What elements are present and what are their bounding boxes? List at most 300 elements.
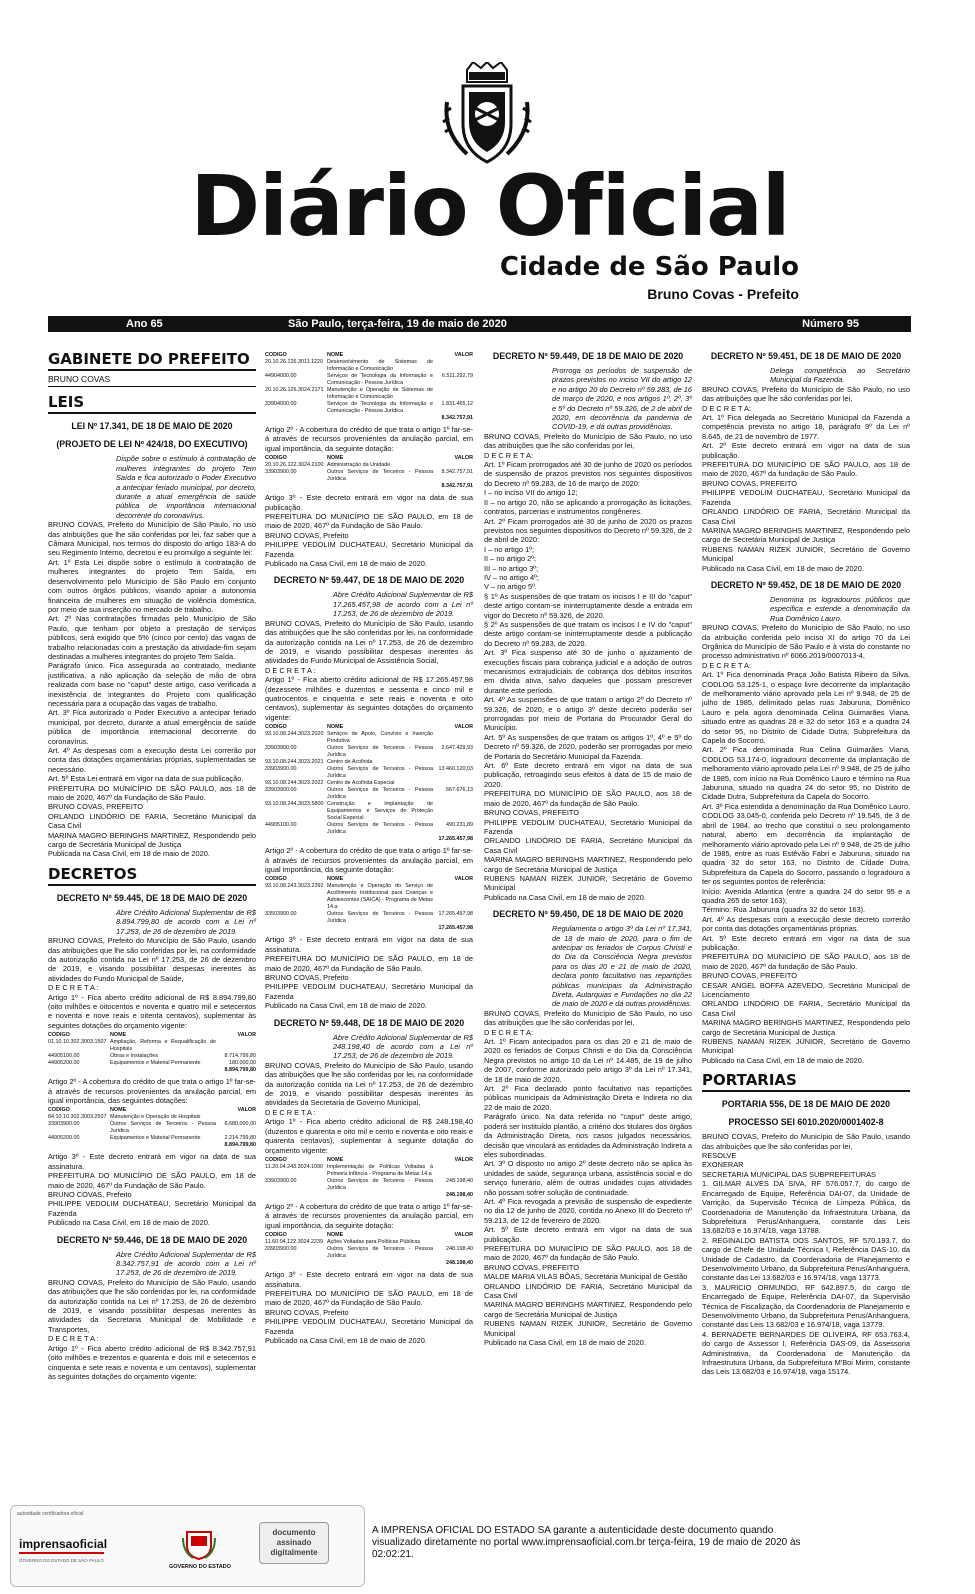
table-header-cell: VALOR	[237, 1107, 256, 1114]
paragraph: ORLANDO LINDÓRIO DE FARIA, Secretário Municipal da Casa Civil	[48, 811, 256, 831]
paragraph: BRUNO COVAS, Prefeito	[265, 530, 349, 540]
paragraph: Artigo 3º - Este decreto entrará em vigor na data de sua assinatura.	[48, 1152, 256, 1171]
table-row	[265, 469, 473, 483]
table-row	[265, 731, 473, 745]
decree-summary: Abre Crédito Adicional Suplementar de R$ 248.198,40 de acordo com a Lei nº 17.253, de 26 de dezembro de 2019.	[333, 1032, 473, 1061]
table-row	[265, 787, 473, 801]
table-cell: 17.265.457,98	[438, 911, 473, 918]
table-row	[265, 359, 473, 373]
table-header	[265, 455, 473, 462]
table-cell: Manutenção e Operação de Hospitais	[110, 1114, 201, 1121]
paragraph: CESAR ANGEL BOFFA AZEVEDO, Secretário Municipal de Licenciamento	[702, 980, 910, 999]
paragraph: II – no artigo 20, não se aplicando a prorrogação às licitações, contratos, parcerias e instrumentos congêneres.	[484, 497, 692, 517]
paragraph: II – no artigo 2º;	[484, 554, 537, 564]
decree-summary: Abre Crédito Adicional Suplementar de R$ 17.265.457,98 de acordo com a Lei nº 17.253, de 26 de dezembro de 2019.	[333, 590, 473, 619]
paragraph: I – no inciso VII do artigo 12;	[484, 488, 578, 498]
paragraph: III – no artigo 3º;	[484, 563, 539, 573]
table-row	[265, 401, 473, 415]
paragraph: ORLANDO LINDÓRIO DE FARIA, Secretário Municipal da Casa Civil	[702, 999, 910, 1018]
table-total: 8.342.757,91	[441, 415, 473, 421]
decree-summary: Prorroga os períodos de suspensão de prazos previstos no inciso VII do artigo 12 e no artigo 20 do Decreto nº 59.283, de 16 de março de 2020, e nos artigos 1º, 2º, 3º e 5º do Decreto nº 59.326, de 2 de abril de 2020, em decorrência da pandemia de COVID-19, e dá outras providências.	[552, 366, 692, 432]
paragraph: Art. 1º Esta Lei dispõe sobre o estímulo à contratação de mulheres integrantes do projeto Tem Saída, em desenvolvimento pelo Município de São Paulo em conjunto com outros órgãos públicos, visando apoiar a autonomia financeira de mulheres em situação de violência doméstica, por meio de sua inserção no mercado de trabalho.	[48, 557, 256, 614]
table-cell: 93.10.08.244.3023.2022	[265, 780, 324, 787]
paragraph: SECRETARIA MUNICIPAL DAS SUBPREFEITURAS	[702, 1169, 876, 1179]
decreta-label: D E C R E T A:	[484, 450, 534, 460]
paragraph: Publicado na Casa Civil, em 18 de maio de 2020.	[702, 563, 864, 573]
paragraph: Art. 5º As suspensões de que tratam os artigos 1º, 4º e 5º do Decreto nº 59.326, de 2020, poderão ser prorrogadas por meio de Portaria do Secretário Municipal da Fazenda.	[484, 732, 692, 761]
table-cell: Outros Serviços de Terceiros - Pessoa Jurídica	[327, 766, 433, 780]
paragraph: Publicado na Casa Civil, em 18 de maio de 2020.	[265, 1001, 427, 1011]
table-cell	[433, 387, 473, 401]
table-header-cell: NOME	[110, 1107, 127, 1114]
table-total: 8.894.799,80	[224, 1142, 256, 1149]
table-cell: Ações Voltadas para Políticas Públicas	[327, 1239, 421, 1246]
table-row	[265, 462, 473, 469]
paragraph: Artigo 1º - Fica aberto crédito adicional de R$ 248.198,40 (duzentos e quarenta e oito mil e cento e noventa e oito reais e quarenta centavos), suplementar à seguinte dotação do orçamento vigente:	[265, 1117, 473, 1155]
paragraph: Art. 3º Fica autorizado o Poder Executivo a antecipar feriado municipal, por decreto, durante a atual emergência de saúde pública de importância internacional decorrente do coronavírus.	[48, 708, 256, 746]
table-cell: Outros Serviços de Terceiros - Pessoa Jurídica	[327, 1177, 433, 1191]
paragraph: Art. 2º Fica declarado ponto facultativo nas repartições públicas municipais da Administração Direta e Indireta no dia 22 de maio de 2020.	[484, 1084, 692, 1112]
table-header-cell: NOME	[327, 455, 344, 462]
decree-title: DECRETO Nº 59.451, DE 18 DE MAIO DE 2020	[710, 351, 902, 361]
table-cell: 11.60.04.122.3024.2239	[265, 1239, 324, 1246]
table-row	[265, 1246, 473, 1260]
paragraph: RESOLVE	[702, 1151, 737, 1161]
table-cell: Serviços de Tecnologia da Informação e Comunicação - Pessoa Jurídica	[327, 373, 433, 386]
table-row	[265, 1164, 473, 1178]
table-total: 8.342.757,91	[441, 483, 473, 490]
decree-title: DECRETO Nº 59.450, DE 18 DE MAIO DE 2020	[492, 909, 684, 920]
paragraph: Art. 2º Este decreto entrará em vigor na data de sua publicação.	[702, 441, 910, 460]
paragraph: BRUNO COVAS, PREFEITO	[702, 478, 797, 488]
paragraph: PREFEITURA DO MUNICÍPIO DE SÃO PAULO, aos 18 de maio de 2020, 467º da fundação de São Paulo.	[702, 952, 910, 971]
paragraph: Publicado na Casa Civil, em 18 de maio de 2020.	[265, 559, 427, 569]
imprensa-logo: imprensaoficial	[19, 1537, 108, 1551]
table-header	[265, 1232, 473, 1239]
paragraph: Artigo 2º - A cobertura do crédito de que trata o artigo 1º far-se-á através de recursos provenientes da anulação parcial, em igual importância, da seguinte dotação:	[265, 425, 473, 453]
decree-summary: Delega competência ao Secretário Municipal da Fazenda.	[770, 366, 910, 385]
paragraph: BRUNO COVAS, Prefeito do Município de São Paulo, no uso das atribuições que lhe são conferidas por lei,	[484, 431, 692, 451]
lei-title: LEI Nº 17.341, DE 18 DE MAIO DE 2020	[71, 421, 233, 432]
paragraph: ORLANDO LINDÓRIO DE FARIA, Secretário Municipal da Casa Civil	[484, 836, 692, 855]
paragraph: PHILIPPE VEDOLIM DUCHATEAU, Secretário Municipal da Fazenda	[48, 1199, 256, 1218]
table-header-cell: NOME	[327, 724, 344, 731]
authenticity-notice: A IMPRENSA OFICIAL DO ESTADO SA garante a autenticidade deste documento quando visualizado diretamente no portal www.imprensaoficial.com.br terça-feira, 19 de maio de 2020 às 02:02:21.	[372, 1525, 801, 1560]
paragraph: Art. 3º Fica estendida a denominação da Rua Domênico Lauro, CODLOG 33.045-0, conferida pelo Decreto nº 19.545, de 3 de abril de 1984, ao trecho que constituí o seu prolongamento natural, aberto em decorrência da implantação de melhoramento viário aprovado pela Lei nº 9.948, de 25 de julho de 1985, entre as ruas Estêvão Fabri e Jaburuna, situado na quadra 32 do setor 163, no Distrito de Cidade Dutra, Subprefeitura da Capela do Socorro, passando o logradouro a ter os seguintes pontos de referência:	[702, 801, 910, 887]
table-cell	[433, 883, 473, 911]
budget-table	[265, 1157, 473, 1199]
decreta-label: D E C R E T A :	[48, 983, 99, 993]
paragraph: PREFEITURA DO MUNICÍPIO DE SÃO PAULO, em 18 de maio de 2020, 467º da Fundação de São Paulo.	[265, 954, 473, 973]
table-cell: Desenvolvimento de Sistemas de Informação e Comunicação	[327, 359, 433, 372]
table-cell: 33903900.00	[265, 745, 297, 752]
paragraph: Parágrafo único. Na data referida no "caput" deste artigo, poderá ser instituído plantão, a critério dos titulares dos órgãos da Administração Direta, nos casos julgados necessários, decisão que vinculará as entidades da Administração Indireta a eles subordinadas.	[484, 1112, 692, 1159]
paragraph: Art. 1º Fica denominada Praça João Batista Ribeiro da Silva, CODLOG 53.125-1, o espaço livre decorrente da implantação de melhoramento viário aprovado pela Lei nº 9.948, de 25 de julho de 1985, delimitado pelas ruas Jaburuna, Domênico Lauro e pela agora denominada Celina Guimarães Viana, situado entre as quadras 28 e 32 do setor 163 e a quadra 24 do setor 95, no Distrito de Cidade Dutra, Subprefeitura da Capela do Socorro.	[702, 670, 910, 746]
table-cell: 13.460.120,03	[438, 766, 473, 773]
issue-banner	[48, 316, 911, 332]
paragraph: Art. 4º As despesas com a execução desta Lei correrão por conta das dotações orçamentárias próprias, suplementadas se necessário.	[48, 746, 256, 774]
table-header	[48, 1032, 256, 1039]
paragraph: Artigo 3º - Este decreto entrará em vigor na data de sua publicação.	[265, 493, 473, 512]
table-cell: 8.342.757,91	[441, 469, 473, 476]
paragraph: BRUNO COVAS, Prefeito do Município de São Paulo, no uso da atribuição conferida pelo inciso XI do artigo 70 da Lei Orgânica do Município de São Paulo e à vista do constante no processo administrativo nº 6066.2019/0007013-4,	[702, 623, 910, 661]
table-cell: 33503900.00	[265, 911, 297, 918]
portaria-title: PORTARIA 556, DE 18 DE MAIO DE 2020	[721, 1099, 891, 1110]
table-total: 17.265.457,98	[438, 836, 473, 843]
table-header-cell: VALOR	[454, 1156, 473, 1163]
paragraph: PREFEITURA DO MUNICÍPIO DE SÃO PAULO, aos 18 de maio de 2020, 467º da fundação de São Paulo.	[484, 1243, 692, 1263]
digital-signature-stamp: documento assinado digitalmente	[259, 1522, 329, 1564]
table-cell: 93.10.08.244.3023.2020	[265, 731, 324, 738]
paragraph: Publicado na Casa Civil, em 18 de maio de 2020.	[484, 1338, 646, 1348]
table-cell	[433, 801, 473, 822]
paragraph: BRUNO COVAS, Prefeito	[265, 1307, 349, 1317]
paragraph: Art. 2º Nas contratações firmadas pelo Município de São Paulo, que tenham por objeto a prestação de serviços públicos, será exigido que 5% (cinco por cento) das vagas de trabalho relacionadas com a prestação da atividade-fim sejam destinadas a mulheres integrantes do projeto Tem Saída.	[48, 614, 256, 661]
decree-title: DECRETO Nº 59.447, DE 18 DE MAIO DE 2020	[273, 575, 465, 586]
paragraph: 2. REGINALDO BATISTA DOS SANTOS, RF 570.193.7, do cargo de Chefe de Unidade Técnica I, Referência DAS-10, da Unidade de Cadastro, da Coordenadoria de Planejamento e Desenvolvimento Urbano, da Subprefeitura Perus/Anhanguera, constante das Lei 13.682/03 e 16.974/18, vaga 13773.	[702, 1235, 910, 1283]
table-cell: 44905100.00	[48, 1053, 80, 1060]
paragraph: Artigo 3º - Este decreto entrará em vigor na data de sua assinatura.	[265, 1270, 473, 1289]
paragraph: BRUNO COVAS, PREFEITO	[484, 808, 579, 818]
lei-summary: Dispõe sobre o estímulo à contratação de mulheres integrantes do projeto Tem Saída e fica autorizado o Poder Executivo a antecipar feriado municipal, por decreto, durante a atual emergência de saúde pública de importância internacional decorrente do coronavírus.	[116, 454, 256, 520]
table-row	[265, 373, 473, 387]
issue-date: São Paulo, terça-feira, 19 de maio de 2020	[288, 318, 507, 330]
state-government-label: GOVERNO DO ESTADO	[169, 1564, 231, 1570]
paragraph: BRUNO COVAS, Prefeito	[265, 973, 349, 982]
decreta-label: D E C R E T A:	[484, 1027, 534, 1037]
masthead	[0, 0, 975, 312]
table-header-cell: NOME	[327, 352, 344, 358]
paragraph: MALDE MARIA VILAS BÔAS, Secretária Municipal de Gestão	[484, 1272, 688, 1282]
paragraph: PREFEITURA DO MUNICÍPIO DE SÃO PAULO, em 18 de maio de 2020, 467º da Fundação de São Paulo.	[265, 1288, 473, 1308]
issue-year: Ano 65	[126, 318, 163, 330]
table-cell: Outros Serviços de Terceiros - Pessoa Jurídica	[327, 911, 433, 925]
certification-box	[10, 1505, 365, 1587]
table-cell: 44905200.00	[48, 1135, 80, 1142]
paragraph: ORLANDO LINDÓRIO DE FARIA, Secretário Municipal da Casa Civil	[484, 1281, 692, 1300]
paragraph: PHILIPPE VEDOLIM DUCHATEAU, Secretário Municipal da Fazenda	[702, 488, 910, 507]
table-header-cell: NOME	[327, 876, 344, 883]
decreta-label: D E C R E T A:	[702, 403, 752, 413]
table-cell: 33904000.00	[265, 401, 297, 407]
table-cell: 490.231,89	[446, 822, 473, 829]
table-header	[265, 724, 473, 731]
paragraph: Art. 6º Este decreto entrará em vigor na data de sua publicação, retroagindo seus efeitos à data de 15 de maio de 2020.	[484, 761, 692, 789]
column-3	[484, 350, 692, 1347]
decreta-label: D E C R E T A :	[265, 1107, 316, 1117]
table-cell	[216, 1039, 256, 1053]
newspaper-title: Diário Oficial	[190, 157, 790, 255]
paragraph: 1. GILMAR ALVES DA SIVA, RF 576.057.7, do cargo de Encarregado de Equipe, Referência DAI-07, da Unidade de Varrição, da Supervisão Técnica de Limpeza Pública, da Coordenadoria de Manutenção da Infraestrutura Urbana, da Subprefeitura Perus/Anhanguera, constante das Leis 13.682/03 e 16.974/18, vaga 13788.	[702, 1179, 910, 1236]
decreta-label: D E C R E T A :	[265, 665, 316, 675]
table-header-cell: CODIGO	[265, 876, 287, 883]
table-row	[265, 766, 473, 780]
paragraph: BRUNO COVAS, Prefeito do Município de São Paulo, no uso das atribuições que lhe são conferidas por lei, faz saber que a Câmara Municipal, nos termos do disposto do artigo 183-A do seu Regimento Interno, decretou e eu promulgo a seguinte lei:	[48, 520, 256, 558]
paragraph: PREFEITURA DO MUNICÍPIO DE SÃO PAULO, aos 18 de maio de 2020, 467º da fundação de São Paulo.	[484, 789, 692, 808]
table-row	[48, 1053, 256, 1060]
table-row	[48, 1060, 256, 1067]
decree-title: DECRETO Nº 59.448, DE 18 DE MAIO DE 2020	[273, 1017, 465, 1028]
paragraph: Art. 1º Ficam prorrogados até 30 de junho de 2020 os períodos de suspensão de prazos previstos nos seguintes dispositivos do Decreto nº 59.283, de 16 de março de 2020:	[484, 460, 692, 488]
paragraph: RUBENS NAMAN RIZEK JUNIOR, Secretário de Governo Municipal	[702, 544, 910, 564]
column-2	[265, 350, 473, 1345]
table-header-cell: VALOR	[237, 1032, 256, 1039]
table-cell	[433, 759, 473, 766]
table-header-cell: VALOR	[454, 455, 473, 462]
paragraph: Art. 1º Ficam antecipados para os dias 20 e 21 de maio de 2020 os feriados de Corpus Christi e do Dia da Consciência Negra previstos no artigo 10 da Lei nº 14.485, de 19 de julho de 2007, conforme autorizado pelo artigo 3º da Lei nº 17.341, de 18 de maio de 2020.	[484, 1037, 692, 1084]
footer	[10, 1505, 965, 1587]
paragraph: Artigo 2º - A cobertura do crédito de que trata o artigo 1º far-se-á através de recursos provenientes da anulação parcial, em igual importância, da seguinte dotação:	[265, 846, 473, 874]
paragraph: Art. 5º Este decreto entrará em vigor na data de sua publicação.	[702, 933, 910, 952]
table-row	[265, 801, 473, 822]
table-cell: Equipamentos e Material Permanente	[110, 1135, 201, 1142]
paragraph: MARINA MAGRO BERINGHS MARTINEZ, Respondendo pelo cargo de Secretária Municipal de Justiça	[484, 1300, 692, 1319]
paragraph: Art. 2º Fica denominada Rua Celina Guimarães Viana, CODLOG 53.174-0, logradouro decorrente da implantação de melhoramento viário aprovado pela Lei nº 9.948, de 25 de julho de 1985, com início na Rua Domênico Lauro e término na Rua Jaburuna, situado na quadra 24 do setor 95, no Distrito de Cidade Dutra, Subprefeitura da Capela do Socorro.	[702, 745, 910, 802]
table-cell: 84.10.10.302.3003.2507	[48, 1114, 107, 1121]
paragraph: Art. 1º Fica delegada ao Secretário Municipal da Fazenda a competência prevista no artigo 18, parágrafo 9º da Lei nº 8.645, de 21 de novembro de 1977.	[702, 413, 910, 441]
decree-title: DECRETO Nº 59.445, DE 18 DE MAIO DE 2020	[56, 892, 248, 903]
budget-table	[48, 1032, 256, 1074]
decree-summary: Abre Crédito Adicional Suplementar de R$ 8.894.799,80 de acordo com a Lei nº 17.253, de 26 de dezembro de 2019.	[116, 907, 256, 936]
table-cell: Implementação de Políticas Voltadas à Primeira Infância - Programa de Metas 14.a	[327, 1163, 433, 1177]
table-cell: 93.10.08.243.3023.2392	[265, 883, 324, 890]
table-cell: 33903900.00	[265, 1246, 297, 1253]
paragraph: V – no artigo 5º.	[484, 582, 537, 592]
paragraph: Término: Rua Jaburuna (quadra 32 do setor 163).	[702, 905, 866, 915]
table-cell: Centro de Acolhida	[327, 759, 373, 766]
logo-bar	[19, 1552, 104, 1554]
table-cell: Ampliação, Reforma e Requalificação de Hospitais	[110, 1039, 216, 1053]
table-cell: 44904000.00	[265, 373, 297, 379]
table-cell: 6.680.000,00	[224, 1121, 256, 1128]
table-cell: 44905200.00	[48, 1060, 80, 1067]
table-row	[265, 911, 473, 925]
table-header	[265, 352, 473, 359]
paragraph: Art. 3º O disposto no artigo 2º deste decreto não se aplica às unidades de saúde, segurança urbana, assistência social e do serviço funerário, além de outras unidades cujas atividades não possam sofrer solução de continuidade.	[484, 1159, 692, 1197]
table-header	[265, 876, 473, 883]
table-row	[265, 745, 473, 759]
table-header-cell: CODIGO	[265, 455, 287, 462]
paragraph: Publicado na Casa Civil, em 18 de maio de 2020.	[265, 1335, 427, 1345]
table-header-cell: NOME	[110, 1032, 127, 1039]
decree-title: DECRETO Nº 59.446, DE 18 DE MAIO DE 2020	[56, 1234, 248, 1245]
decree-summary: Denomina os logradouros públicos que especifica e estende a denominação da Rua Domênico Lauro.	[770, 594, 910, 623]
paragraph: Início: Avenida Atlantica (entre a quadra 24 do setor 95 e a quadra 265 do setor 163);	[702, 886, 910, 905]
paragraph: Art. 4º As despesas com a execução deste decreto correrão por conta das dotações orçamentárias próprias.	[702, 914, 910, 934]
paragraph: IV – no artigo 4º;	[484, 572, 539, 582]
decree-summary: Regulamenta o artigo 3º da Lei nº 17.341, de 18 de maio de 2020, para o fim de antecipar os feriados de Corpus Christi e do Dia da Consciência Negra previstos para os dias 20 e 21 de maio de 2020, declara ponto facultativo nas repartições públicas municipais da Administração Direta, Autarquias e Fundações no dia 22 de maio de 2020 e dá outras providências.	[552, 924, 692, 1009]
lei-project: (PROJETO DE LEI Nº 424/18, DO EXECUTIVO)	[56, 439, 248, 450]
paragraph: PHILIPPE VEDOLIM DUCHATEAU, Secretário Municipal da Fazenda	[265, 540, 473, 559]
paragraph: EXONERAR	[702, 1160, 744, 1170]
table-cell: 93.10.08.244.3023.5800	[265, 801, 324, 808]
paragraph: BRUNO COVAS, PREFEITO	[702, 971, 797, 981]
table-cell: Outros Serviços de Terceiros - Pessoa Jurídica	[327, 787, 433, 801]
table-cell: 8.714.799,80	[224, 1053, 256, 1060]
paragraph: Art. 3º Fica suspenso até 30 de junho o ajuizamento de execuções fiscais para cobrança judicial e a adoção de outros mecanismos extrajudiciais de cobrança dos débitos inscritos em dívida ativa, salvo daqueles que possam prescrever durante este período.	[484, 648, 692, 695]
paragraph: RUBENS NAMAN RIZEK JUNIOR, Secretário de Governo Municipal	[484, 1319, 692, 1338]
decreta-label: D E C R E T A :	[48, 1334, 99, 1344]
table-row	[48, 1039, 256, 1053]
table-cell: 33903900.00	[265, 766, 297, 773]
table-cell: Outros Serviços de Terceiros - Pessoa Jurídica	[327, 1246, 433, 1260]
table-cell: 44905100.00	[265, 822, 297, 829]
table-cell	[433, 359, 473, 373]
budget-table	[265, 455, 473, 490]
table-cell: 11.20.04.243.3024.1090	[265, 1163, 324, 1170]
table-cell: 33903900.00	[48, 1121, 80, 1128]
table-row	[265, 1178, 473, 1192]
table-row	[265, 822, 473, 836]
paragraph: MARINA MAGRO BERINGHS MARTINEZ, Respondendo pelo cargo de Secretária Municipal de Justiça	[484, 855, 692, 874]
table-row	[265, 1239, 473, 1246]
table-total: 8.894.799,80	[224, 1067, 256, 1074]
table-total: 248.198,40	[446, 1191, 473, 1198]
table-header-cell: CODIGO	[48, 1107, 70, 1114]
table-cell: Manutenção e Operação de Sistemas de Informação e Comunicação	[327, 387, 433, 400]
paragraph: Art. 5º Este decreto entrará em vigor na data de sua publicação.	[484, 1225, 692, 1244]
table-cell	[433, 731, 473, 745]
paragraph: RUBENS NAMAN RIZEK JUNIOR, Secretário de Governo Municipal	[702, 1037, 910, 1056]
city-name: Cidade de São Paulo	[499, 252, 799, 282]
portarias-heading: PORTARIAS	[702, 1071, 910, 1092]
table-cell: 1.831.465,12	[441, 401, 473, 407]
decretos-heading: DECRETOS	[48, 865, 256, 886]
paragraph: PHILIPPE VEDOLIM DUCHATEAU, Secretário Municipal da Fazenda	[265, 1317, 473, 1336]
table-row	[265, 780, 473, 787]
state-seal-icon	[181, 1524, 217, 1560]
paragraph: Art. 4º As suspensões de que tratam o artigo 2º do Decreto nº 59.326, de 2020, e o artigo 3º deste decreto poderão ser prorrogadas por meio de Portaria do Procurador Geral do Município.	[484, 695, 692, 733]
paragraph: BRUNO COVAS, Prefeito do Município de São Paulo, no uso das atribuições que lhe são conferidas por lei,	[702, 384, 910, 404]
table-cell: 20.10.26.126.3024.2171	[265, 387, 324, 393]
table-cell: Centro de Acolhida Especial	[327, 780, 395, 787]
section-author: BRUNO COVAS	[48, 375, 256, 387]
table-cell: 2.647.429,93	[441, 745, 473, 752]
decree-title: DECRETO Nº 59.449, DE 18 DE MAIO DE 2020	[492, 351, 684, 361]
decreta-label: D E C R E T A:	[702, 660, 752, 670]
paragraph: RUBENS NAMAN RIZEK JUNIOR, Secretário de Governo Municipal	[484, 873, 692, 893]
budget-table	[265, 724, 473, 843]
decree-title: DECRETO Nº 59.452, DE 18 DE MAIO DE 2020	[710, 579, 902, 590]
table-header-cell: NOME	[327, 1232, 344, 1239]
table-cell: Manutenção e Operação do Serviço de Acolhimento Institucional para Crianças e Adolescentes (SAICA) - Programa de Metas 14.a	[327, 883, 433, 911]
table-row	[48, 1114, 256, 1121]
table-row	[265, 387, 473, 401]
paragraph: BRUNO COVAS, Prefeito do Município de São Paulo, usando das atribuições que lhe são conferidas por lei, na conformidade da autorização contida na Lei nº 17.253, de 26 de dezembro de 2019, e visando possibilitar despesas inerentes às atividades da Secretaria Municipal de Mobilidade e Transportes,	[48, 1277, 256, 1334]
decree-summary: Abre Crédito Adicional Suplementar de R$ 8.342.757,91 de acordo com a Lei nº 17.253, de 26 de dezembro de 2019.	[116, 1249, 256, 1278]
table-header-cell: VALOR	[454, 876, 473, 883]
budget-table	[48, 1107, 256, 1149]
table-cell: 33903900.00	[265, 787, 297, 794]
table-cell	[433, 1239, 473, 1246]
table-cell	[216, 1114, 256, 1121]
table-cell: 01.10.10.302.3003.1507	[48, 1039, 107, 1046]
table-header-cell: CODIGO	[48, 1032, 70, 1039]
table-cell: Serviços de Tecnologia da Informação e Comunicação - Pessoa Jurídica	[327, 401, 433, 414]
paragraph: Art. 2º Ficam prorrogados até 30 de junho de 2020 os prazos previstos nos seguintes dispositivos do Decreto nº 59.326, de 2 de abril de 2020:	[484, 516, 692, 545]
issue-number: Número 95	[802, 318, 859, 330]
paragraph: MARINA MAGRO BERINGHS MARTINEZ, Respondendo pelo cargo de Secretária Municipal de Justiça	[702, 525, 910, 545]
paragraph: BRUNO COVAS, PREFEITO	[484, 1262, 579, 1272]
paragraph: BRUNO COVAS, Prefeito do Município de São Paulo, usando das atribuições que lhe são conferidas por lei, na conformidade da autorização contida na Lei nº 17.253, de 26 de dezembro de 2019, e visando possibilitar despesas inerentes às atividades do Fundo Municipal de Saúde,	[48, 936, 256, 983]
table-cell: 20.10.26.126.3011.1220	[265, 359, 324, 365]
budget-table	[265, 876, 473, 932]
paragraph: Artigo 1º - Fica aberto crédito adicional de R$ 17.265.457,98 (dezessete milhões e duzentos e sessenta e cinco mil e quatrocentos e cinquenta e sete reais e noventa e oito centavos), suplementar às seguintes dotações do orçamento vigente:	[265, 675, 473, 722]
table-cell	[433, 1164, 473, 1178]
mayor-name: Bruno Covas - Prefeito	[647, 286, 799, 302]
paragraph: Art. 4º Fica revogada a previsão de suspensão de expediente no dia 12 de junho de 2020, contida no Anexo III do Decreto nº 59.213, de 12 de fevereiro de 2020.	[484, 1196, 692, 1225]
table-header-cell: VALOR	[454, 1232, 473, 1239]
table-cell: Outros Serviços de Terceiros - Pessoa Jurídica	[327, 745, 433, 759]
paragraph: § 1º As suspensões de que tratam os incisos I e III do "caput" deste artigo contam-se ininterruptamente desde a entrada em vigor do Decreto nº 59.326, de 2020.	[484, 591, 692, 620]
section-heading: GABINETE DO PREFEITO	[48, 350, 256, 371]
paragraph: BRUNO COVAS, Prefeito	[48, 1190, 132, 1199]
table-cell: 180.000,00	[229, 1060, 256, 1067]
table-cell: Serviços de Apoio, Convívio e Inserção Produtiva	[327, 731, 433, 745]
table-row	[48, 1135, 256, 1142]
column-1	[48, 350, 256, 1381]
paragraph: Publicado na Casa Civil, em 18 de maio de 2020.	[702, 1055, 864, 1065]
table-cell: Outros Serviços de Terceiros - Pessoa Jurídica	[110, 1121, 216, 1135]
paragraph: ORLANDO LINDÓRIO DE FARIA, Secretário Municipal da Casa Civil	[702, 507, 910, 526]
table-total: 248.198,40	[446, 1260, 473, 1267]
table-cell: Obras e Instalações	[110, 1053, 158, 1060]
table-cell	[433, 462, 473, 469]
paragraph: PREFEITURA DO MUNICÍPIO DE SÃO PAULO, em 18 de maio de 2020, 467º da Fundação de São Paulo.	[265, 512, 473, 531]
table-header-cell: CODIGO	[265, 1156, 287, 1163]
column-4	[702, 350, 910, 1377]
paragraph: 3. MAURICIO ORMUNDO, RF 642.897.5, do cargo de Encarregado de Equipe, Referência DAI-07, da Supervisão Técnica de Fiscalização, da Coordenadoria de Planejamento e Desenvolvimento Urbano, da Subprefeitura Perus/Anhanguera, constante das Leis 13.682/03 e 16.974/18, vaga 13779.	[702, 1282, 910, 1330]
table-header-cell: VALOR	[454, 724, 473, 731]
city-coat-of-arms-icon	[437, 62, 537, 166]
paragraph: Publicado na Casa Civil, em 18 de maio de 2020.	[48, 1218, 210, 1228]
paragraph: BRUNO COVAS, PREFEITO	[48, 802, 143, 812]
table-cell: Equipamentos e Material Permanente	[110, 1060, 201, 1067]
table-row	[48, 1121, 256, 1135]
paragraph: Artigo 2º - A cobertura do crédito de que trata o artigo 1º far-se-á através de recursos provenientes da anulação parcial, em igual importância, das seguintes dotações:	[48, 1077, 256, 1105]
table-cell: Administração da Unidade	[327, 462, 391, 469]
table-cell: Outros Serviços de Terceiros - Pessoa Jurídica	[327, 822, 433, 836]
paragraph: Publicado na Casa Civil, em 18 de maio de 2020.	[484, 892, 646, 902]
table-cell: 667.676,13	[446, 787, 473, 794]
table-cell: 20.10.26.122.3024.2100	[265, 462, 324, 469]
table-cell: 33903900.00	[265, 1177, 297, 1184]
table-header-cell: CODIGO	[265, 352, 287, 358]
table-header-cell: VALOR	[454, 352, 473, 358]
paragraph: Art. 5º Esta Lei entrará em vigor na data de sua publicação.	[48, 774, 244, 784]
table-cell: 6.511.292,79	[441, 373, 473, 379]
leis-heading: LEIS	[48, 393, 256, 414]
paragraph: § 2º As suspensões de que tratam os incisos I e IV do "caput" deste artigo contam-se ininterruptamente desde a publicação do Decreto nº 59.283, de 2020.	[484, 619, 692, 648]
paragraph: Artigo 1º - Fica aberto crédito adicional de R$ 8.894.799,80 (oito milhões e oitocentos e noventa e quatro mil e setecentos e noventa e nove reais e oitenta centavos), suplementar às seguintes dotações do orçamento vigente:	[48, 992, 256, 1030]
paragraph: PHILIPPE VEDOLIM DUCHATEAU, Secretário Municipal da Fazenda	[265, 982, 473, 1001]
table-header-cell: NOME	[327, 1156, 344, 1163]
paragraph: Parágrafo único. Fica assegurada ao contratado, mediante justificativa, a não aplicação da seleção de mão de obra realizada com base no "caput" deste artigo, caso verificada a inexistência de integrantes do Projeto com qualificação necessária para a ocupação das vagas de trabalho.	[48, 661, 256, 708]
table-cell: 93.10.08.244.3023.2021	[265, 759, 324, 766]
table-header-cell: CODIGO	[265, 724, 287, 731]
paragraph: PREFEITURA DO MUNICÍPIO DE SÃO PAULO, aos 18 de maio de 2020, 467º da Fundação de São Paulo.	[48, 783, 256, 803]
table-cell: Construção e Implantação de Equipamentos e Serviços de Proteção Social Especial	[327, 801, 433, 822]
paragraph: Artigo 2º - A cobertura do crédito de que trata o artigo 1º far-se-á através de recursos provenientes da anulação parcial, em igual importância, da seguinte dotação:	[265, 1201, 473, 1230]
paragraph: Artigo 1º - Fica aberto crédito adicional de R$ 8.342.757,91 (oito milhões e trezentos e quarenta e dois mil e setecentos e cinquenta e sete reais e noventa e um centavos), suplementar às seguintes dotações do orçamento vigente:	[48, 1343, 256, 1381]
paragraph: 4. BERNADETE BERNARDES DE OLIVEIRA, RF 653.763.4, do cargo de Assessor I, Referência DAS-09, da Assessoria Administrativa, da Coordenadoria de Manutenção da Infraestrutura Urbana, da Subprefeitura M'Boi Mirim, constante das Leis 13.682/03 e 16.974/18, vaga 15174.	[702, 1329, 910, 1377]
paragraph: MARINA MAGRO BERINGHS MARTINEZ, Respondendo pelo cargo de Secretária Municipal de Justiça	[702, 1018, 910, 1037]
table-row	[265, 759, 473, 766]
paragraph: BRUNO COVAS, Prefeito do Município de São Paulo, usando das atribuições que lhe são conferidas por lei, na conformidade da autorização contida na Lei nº 17.253, de 26 de dezembro de 2019, e visando possibilitar despesas inerentes às atividades do Fundo Municipal de Assistência Social,	[265, 618, 473, 666]
table-cell: 2.214.799,80	[224, 1135, 256, 1142]
budget-table	[265, 352, 473, 422]
paragraph: BRUNO COVAS, Prefeito do Município de São Paulo, no uso das atribuições que lhe são conferidas por lei,	[484, 1008, 692, 1028]
